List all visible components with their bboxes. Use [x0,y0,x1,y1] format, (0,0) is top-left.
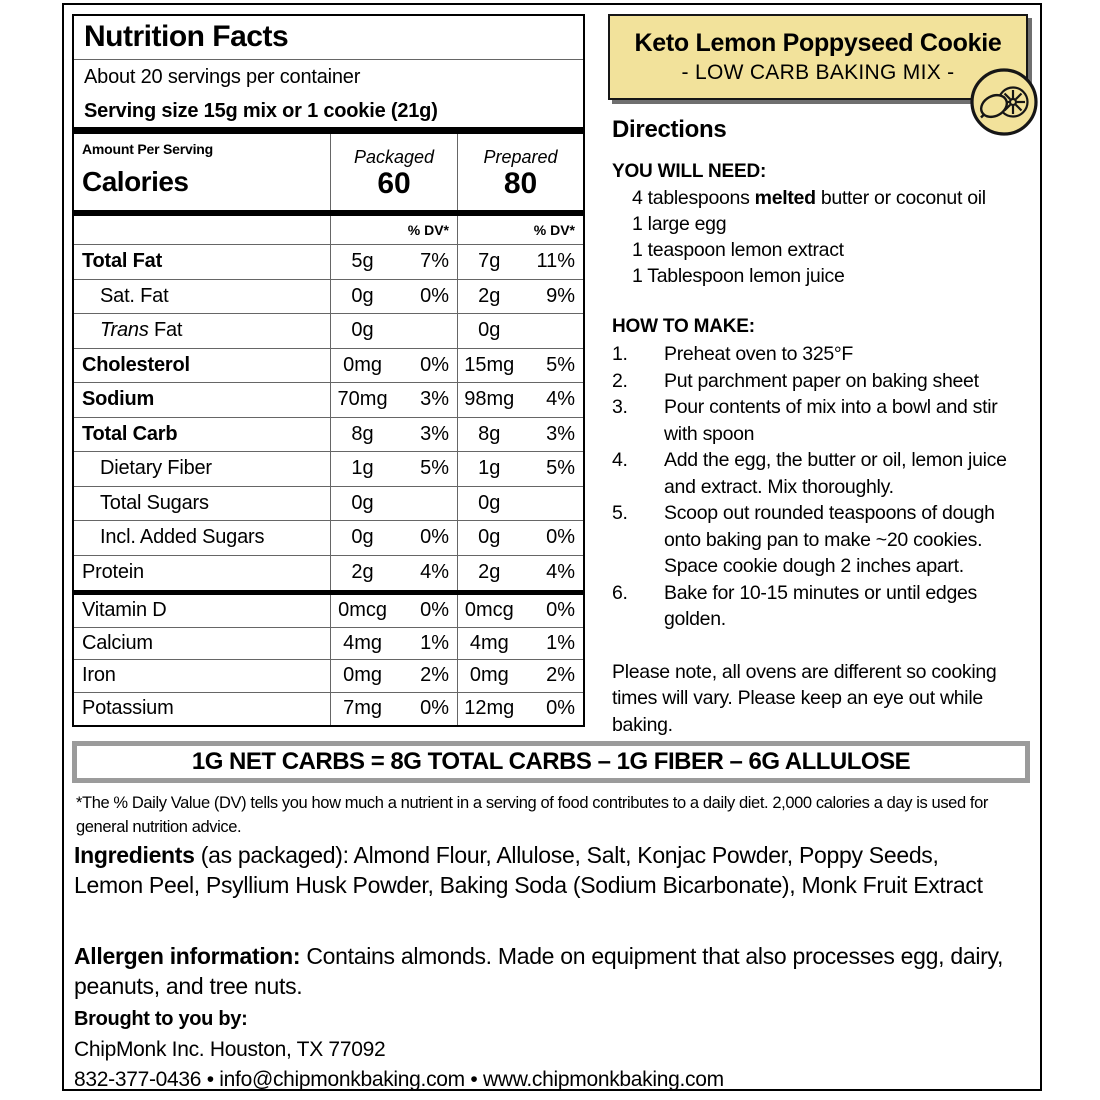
packaged-value-cell [330,383,457,417]
serving-size: Serving size 15g mix or 1 cookie (21g) [84,99,438,122]
nutrient-label [74,383,330,417]
prepared-dv: 5% [546,353,575,376]
packaged-value-cell [330,595,457,627]
packaged-amount: 5g [351,250,374,273]
prepared-value-cell [457,452,583,486]
prepared-value-cell [457,595,583,627]
step-text: Preheat oven to 325°F [664,343,854,365]
prepared-amount: 7g [478,250,501,273]
packaged-dv: 0% [420,353,449,376]
packaged-amount: 4mg [343,631,382,654]
vitamin-label [74,628,330,660]
step-number: 4. [612,449,628,471]
nutrient-row [74,280,583,315]
calories-label-cell [74,134,330,210]
nutrient-row [74,314,583,349]
nutrient-label-text: Cholesterol [82,353,190,376]
oven-note: Please note, all ovens are different so cooking times will vary. Please keep an eye out while baking. [612,660,997,736]
packaged-value-cell [330,660,457,692]
net-carbs-banner [72,741,1030,783]
how-to-make-steps [612,341,1034,633]
prepared-amount: 0mg [469,664,509,687]
packaged-dv-header: % DV* [330,216,457,244]
servings-per-container: About 20 servings per container [84,65,361,88]
calories-row [74,134,583,210]
nutrient-row [74,349,583,384]
vitamin-rows [74,595,583,725]
allergen-text: Contains almonds. Made on equipment that also processes egg, dairy, peanuts, and tree nuts. [74,943,1004,999]
vitamin-label-text: Potassium [82,697,174,720]
directions-title: Directions [612,116,727,143]
nutrient-label [74,349,330,383]
prepared-dv: 5% [546,457,575,480]
company-address: ChipMonk Inc. Houston, TX 77092 [74,1038,386,1061]
packaged-value-cell [330,556,457,591]
prepared-dv: 9% [546,284,575,307]
packaged-calories-value: 60 [377,167,411,201]
need-item [632,237,1034,263]
vitamin-label-text: Calcium [82,631,153,654]
prepared-amount: 0mcg [464,599,514,622]
need-item-bold: melted [754,187,816,209]
how-to-make-heading: HOW TO MAKE: [612,316,755,337]
packaged-calories-cell [330,134,457,210]
brought-to-you-by: Brought to you by: [74,1008,248,1030]
prepared-amount: 8g [478,422,501,445]
vitamin-label-text: Iron [82,664,116,687]
packaged-amount: 0mg [343,664,382,687]
prepared-value-cell [457,383,583,417]
empty-cell [74,216,330,244]
prepared-dv: 3% [546,422,575,445]
nutrient-label [74,418,330,452]
nutrient-row [74,452,583,487]
nutrient-label-text: Dietary Fiber [100,457,212,480]
ingredients-list: (as packaged): Almond Flour, Allulose, Salt, Konjac Powder, Poppy Seeds, Lemon Peel, Psyllium Husk Powder, Baking Soda (Sodium Bicarbonate), Monk Fruit Extract [74,842,983,898]
packaged-amount: 0g [351,284,374,307]
step-number: 2. [612,369,628,392]
packaged-column-header: Packaged [353,147,435,168]
need-item-text: 1 teaspoon lemon extract [632,239,844,261]
prepared-value-cell [457,521,583,555]
nutrient-label [74,556,330,591]
nutrient-label [74,280,330,314]
packaged-amount: 70mg [337,388,388,411]
vitamin-row [74,693,583,726]
contact-info: 832-377-0436 • info@chipmonkbaking.com • www.chipmonkbaking.com [74,1068,724,1091]
prepared-amount: 98mg [464,388,515,411]
vitamin-row [74,660,583,693]
packaged-amount: 2g [351,561,374,584]
prepared-value-cell [457,660,583,692]
product-title-box [608,14,1028,100]
step-number: 5. [612,502,628,524]
prepared-dv: 4% [546,388,575,411]
prepared-value-cell [457,245,583,279]
need-item-text: 4 tablespoons [632,187,755,209]
step-text: Put parchment paper on baking sheet [664,369,979,392]
packaged-amount: 0g [351,319,374,342]
nutrient-label [74,521,330,555]
packaged-amount: 7mg [343,697,382,720]
nutrient-row [74,418,583,453]
nutrient-row [74,245,583,280]
packaged-value-cell [330,487,457,521]
packaged-value-cell [330,521,457,555]
nutrient-label-text: Total Carb [82,422,178,445]
vitamin-row [74,595,583,628]
prepared-amount: 0g [478,319,501,342]
ingredients-heading: Ingredients [74,842,195,868]
allergen-paragraph [74,942,1004,1001]
packaged-value-cell [330,418,457,452]
prepared-amount: 12mg [464,697,515,720]
thick-divider [74,127,583,134]
prepared-dv: 0% [546,599,575,622]
company-footer [74,1008,724,1092]
nutrient-label-text: Total Sugars [100,491,209,514]
nutrient-row [74,556,583,591]
nutrient-label-text: Fat [148,319,183,342]
prepared-amount: 0g [478,491,501,514]
step-item [612,500,1034,580]
nutrient-row [74,487,583,522]
step-item [612,394,1034,447]
packaged-dv: 0% [420,697,449,720]
vitamin-label [74,660,330,692]
vitamin-row [74,628,583,661]
prepared-value-cell [457,314,583,348]
step-text: Add the egg, the butter or oil, lemon juice and extract. Mix thoroughly. [664,449,1007,498]
prepared-amount: 1g [478,457,501,480]
prepared-dv: 11% [536,250,575,273]
packaged-dv: 1% [420,631,449,654]
nutrient-label [74,452,330,486]
step-item [612,341,1034,368]
prepared-calories-cell [457,134,583,210]
prepared-amount: 2g [478,284,501,307]
packaged-dv: 3% [420,422,449,445]
nutrient-label-text: Incl. Added Sugars [100,526,265,549]
packaged-amount: 0mcg [338,599,387,622]
step-number: 6. [612,581,628,604]
directions-section [612,116,1034,738]
packaged-amount: 8g [351,422,374,445]
amount-per-serving-label: Amount Per Serving [82,141,213,158]
allergen-heading: Allergen information: [74,943,301,969]
vitamin-label-text: Vitamin D [82,599,167,622]
prepared-value-cell [457,693,583,726]
packaged-value-cell [330,245,457,279]
nutrient-label-text: Sat. Fat [100,284,169,307]
prepared-dv: 0% [546,697,575,720]
need-item-text: 1 Tablespoon lemon juice [632,265,845,287]
vitamin-label [74,595,330,627]
ingredients-paragraph [74,841,1004,900]
step-item [612,580,1034,633]
prepared-amount: 4mg [469,631,509,654]
nutrient-label-italic: Trans [100,319,149,342]
step-text: Scoop out rounded teaspoons of dough onto baking pan to make ~20 cookies. Space cookie dough 2 inches apart. [664,502,995,577]
packaged-dv: 0% [420,526,449,549]
prepared-calories-value: 80 [503,167,538,201]
need-item [632,185,1034,211]
daily-value-header-row [74,216,583,245]
nutrition-facts-title: Nutrition Facts [74,16,583,60]
product-title: Keto Lemon Poppyseed Cookie [634,29,1002,57]
nutrition-facts-panel [72,14,585,727]
packaged-dv: 3% [420,388,449,411]
packaged-amount: 0g [351,491,374,514]
prepared-dv: 2% [546,664,575,687]
step-item [612,368,1034,395]
daily-value-footnote: *The % Daily Value (DV) tells you how much a nutrient in a serving of food contributes to a daily diet. 2,000 calories a day is used for general nutrition advice. [76,794,988,836]
nutrient-label [74,487,330,521]
step-number: 1. [612,343,628,365]
prepared-value-cell [457,418,583,452]
need-item [632,211,1034,237]
packaged-value-cell [330,314,457,348]
prepared-value-cell [457,280,583,314]
packaged-dv: 5% [420,457,449,480]
need-item [632,263,1034,289]
prepared-dv: 0% [546,526,575,549]
prepared-dv: 1% [546,631,575,654]
packaged-amount: 1g [351,457,374,480]
packaged-value-cell [330,349,457,383]
product-subtitle: - LOW CARB BAKING MIX - [681,61,955,84]
prepared-value-cell [457,628,583,660]
nutrient-label [74,314,330,348]
nutrient-row [74,383,583,418]
prepared-value-cell [457,556,583,591]
packaged-value-cell [330,693,457,726]
prepared-amount: 0g [478,526,501,549]
vitamin-label [74,693,330,726]
prepared-dv: 4% [546,561,575,584]
packaged-value-cell [330,280,457,314]
calories-label: Calories [82,166,189,198]
nutrient-row [74,521,583,556]
nutrient-label-text: Sodium [82,388,155,411]
net-carbs-equation: 1G NET CARBS = 8G TOTAL CARBS – 1G FIBER – 6G ALLULOSE [191,748,911,775]
prepared-value-cell [457,487,583,521]
need-item-text: butter or coconut oil [815,187,986,209]
packaged-dv: 2% [420,664,449,687]
packaged-value-cell [330,452,457,486]
step-text: Pour contents of mix into a bowl and stir with spoon [664,396,998,445]
packaged-amount: 0mg [343,353,382,376]
prepared-dv-header: % DV* [457,216,583,244]
packaged-dv: 7% [420,250,449,273]
step-text: Bake for 10-15 minutes or until edges golden. [664,581,978,630]
nutrient-rows [74,245,583,590]
prepared-value-cell [457,349,583,383]
nutrient-label-text: Protein [82,561,144,584]
prepared-amount: 15mg [464,353,515,376]
step-item [612,447,1034,500]
packaged-dv: 0% [420,599,449,622]
packaged-value-cell [330,628,457,660]
packaged-dv: 4% [420,561,449,584]
nutrient-label-text: Total Fat [82,250,163,273]
step-number: 3. [612,396,628,418]
you-will-need-heading: YOU WILL NEED: [612,161,767,182]
prepared-amount: 2g [478,561,501,584]
packaged-dv: 0% [420,284,449,307]
you-will-need-list [612,185,1034,289]
packaged-amount: 0g [351,526,374,549]
nutrient-label [74,245,330,279]
need-item-text: 1 large egg [632,213,727,235]
prepared-column-header: Prepared [483,147,558,168]
